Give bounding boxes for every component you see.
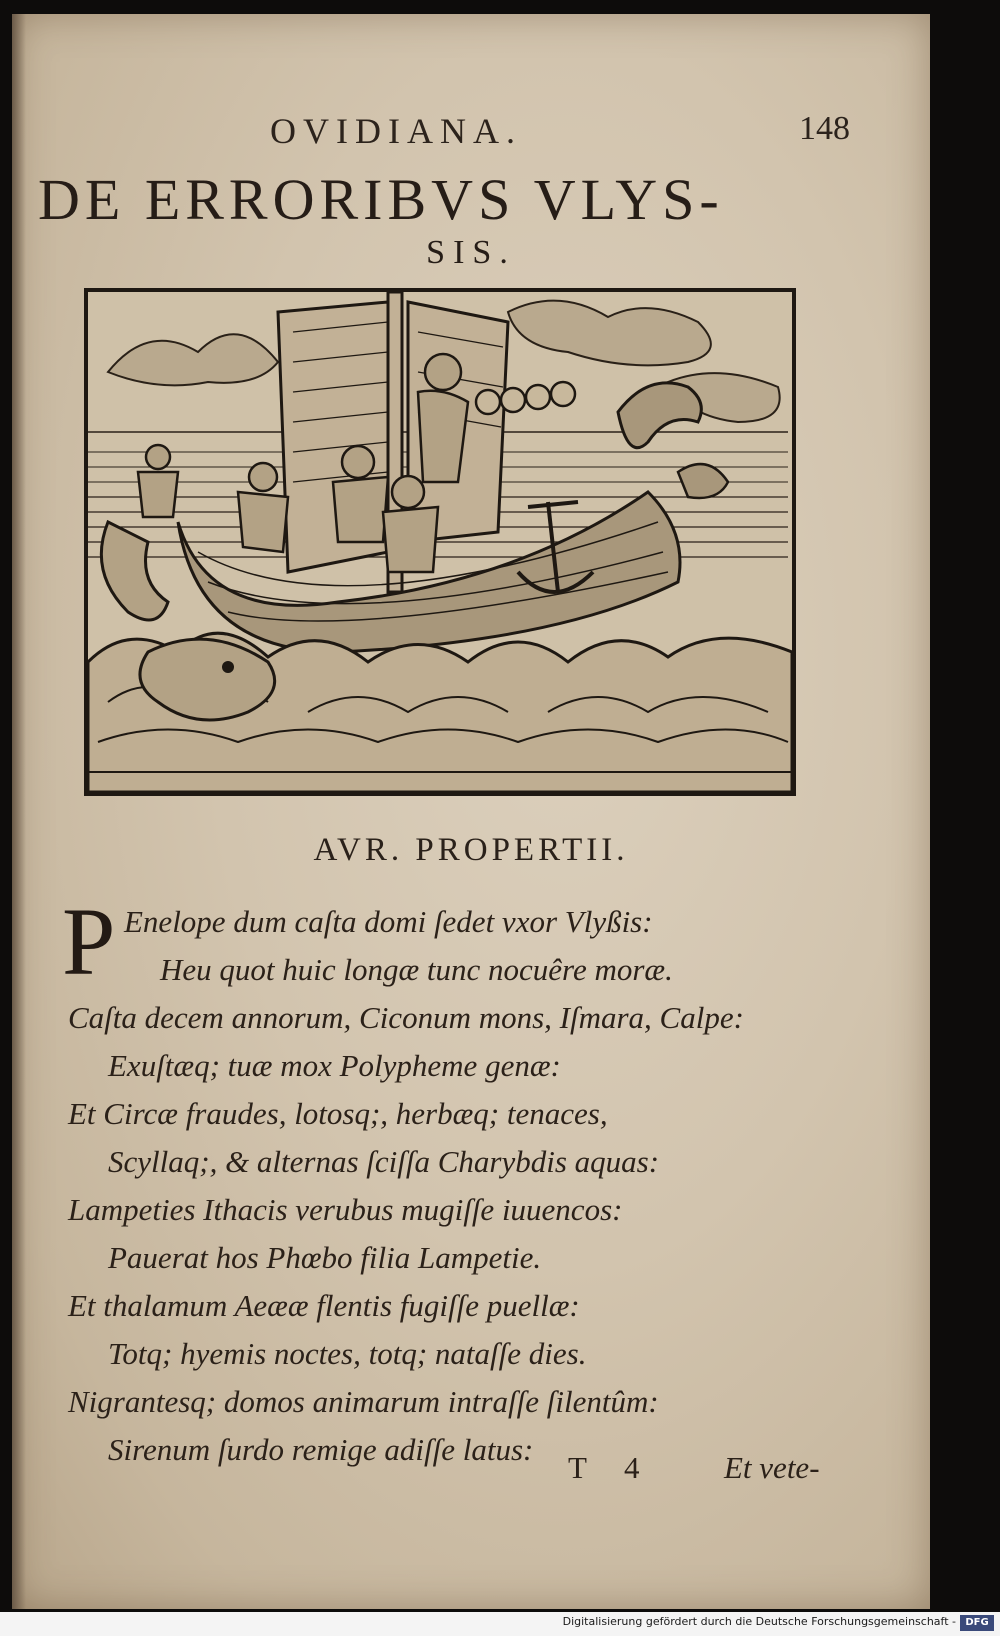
catchword: Et vete- — [724, 1450, 820, 1485]
running-title: OVIDIANA. — [270, 111, 522, 151]
signature-mark: T — [568, 1450, 587, 1485]
verse-line: Totq; hyemis noctes, totq; nataſſe dies. — [108, 1336, 587, 1371]
verse-line: Exuſtæq; tuæ mox Polypheme genæ: — [108, 1048, 561, 1083]
verse-line: Et Circæ fraudes, lotosq;, herbæq; tenaces, — [68, 1096, 608, 1131]
attribution-bar — [0, 1612, 1000, 1636]
verse-line: Sirenum ſurdo remige adiſſe latus: — [108, 1432, 534, 1467]
verse-line: Lampeties Ithacis verubus mugiſſe iuuencos: — [68, 1192, 623, 1227]
verse-line: Caſta decem annorum, Ciconum mons, Iſmara, Calpe: — [68, 1000, 744, 1035]
dfg-logo-icon: DFG — [960, 1615, 994, 1631]
chapter-title-line2: SIS. — [426, 234, 516, 271]
signature-number: 4 — [624, 1450, 640, 1485]
verse-line: Et thalamum Aeææ flentis fugiſſe puellæ: — [68, 1288, 580, 1323]
verse-line: Scyllaq;, & alternas ſciſſa Charybdis aquas: — [108, 1144, 660, 1179]
book-page — [12, 14, 930, 1609]
drop-cap-initial: P — [62, 888, 116, 995]
verse-line: Enelope dum caſta domi ſedet vxor Vlyßis: — [124, 904, 653, 939]
woodcut-illustration — [84, 288, 796, 796]
attribution-text: Digitalisierung gefördert durch die Deutsche Forschungsgemeinschaft - — [562, 1615, 956, 1628]
verse-line: Pauerat hos Phœbo filia Lampetie. — [108, 1240, 542, 1275]
verse-line: Nigrantesq; domos animarum intraſſe ſilentûm: — [68, 1384, 659, 1419]
woodcut-ship-icon — [88, 292, 792, 792]
page-number: 148 — [799, 110, 850, 147]
chapter-title-line1: DE ERRORIBVS VLYS- — [38, 167, 724, 232]
section-heading: AVR. PROPERTII. — [313, 832, 629, 868]
verse-line: Heu quot huic longæ tunc nocuêre moræ. — [160, 952, 673, 987]
